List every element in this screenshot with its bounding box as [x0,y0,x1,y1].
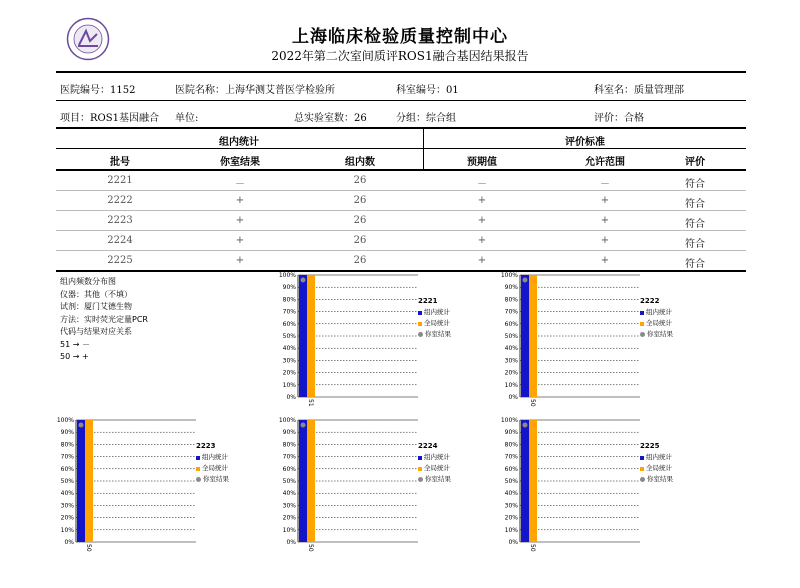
legend-group-stat [640,307,673,318]
legend-swatch [196,467,200,471]
distribution-title: 组内频数分布图 [60,277,116,286]
distribution-chart [278,415,488,552]
chart-title: 2223 [196,442,216,450]
legend-label: 你室结果 [203,475,229,483]
reagent: 试剂：厦门艾德生物 [60,302,132,311]
cell-range: + [600,215,610,226]
cell-batch: 2222 [107,195,133,206]
legend-group-stat [418,307,451,318]
y-tick-label: 30% [504,357,518,365]
legend-swatch [418,477,423,482]
cell-your-result: － [235,179,245,190]
y-tick-label: 100% [56,417,74,424]
legend-group-stat [418,452,451,463]
legend-label: 你室结果 [425,330,451,338]
col-batch: 批号 [110,157,130,168]
cell-group-count: 26 [353,195,367,206]
chart-svg [278,415,488,552]
total-labs: 总实验室数：26 [294,113,367,124]
legend-all-stat [640,463,673,474]
legend-group-stat [196,452,229,463]
group-stat-bar [521,275,529,397]
y-tick-label: 70% [504,453,518,461]
y-tick-label: 40% [282,490,296,498]
y-tick-label: 90% [282,429,296,437]
col-range: 允许范围 [585,157,625,168]
y-tick-label: 100% [278,272,296,279]
legend-swatch [196,477,201,482]
legend-group-stat [640,452,673,463]
group: 分组：综合组 [396,113,456,124]
code-neg: 51 → － [60,339,90,349]
y-tick-label: 20% [282,514,296,522]
legend-swatch [640,456,644,460]
code-pos: 50 → + [60,352,89,361]
hospital-name: 医院名称：上海华测艾普医学检验所 [175,85,335,96]
y-tick-label: 80% [504,441,518,449]
y-tick-label: 10% [504,381,518,389]
cell-batch: 2221 [107,175,133,186]
legend-all-stat [196,463,229,474]
y-tick-label: 50% [60,478,74,485]
distribution-chart [56,415,266,552]
y-tick-label: 80% [60,441,74,449]
x-category-label: 50 [307,544,314,552]
chart-title: 2225 [640,442,660,450]
legend-label: 你室结果 [647,330,673,338]
cell-group-count: 26 [353,235,367,246]
legend-swatch [640,322,644,326]
cell-batch: 2223 [107,215,133,226]
chart-title: 2224 [418,442,438,450]
lab-name: 科室名：质量管理部 [594,85,684,96]
y-tick-label: 70% [282,453,296,461]
group-stat-bar [299,275,307,397]
distribution-chart [500,415,710,552]
y-tick-label: 90% [504,284,518,292]
group-stat-bar [299,420,307,542]
y-tick-label: 10% [282,381,296,389]
y-tick-label: 40% [60,490,74,498]
legend-label: 组内统计 [646,453,672,461]
chart-title: 2222 [640,297,660,305]
chart-legend [418,296,451,340]
cell-range: + [600,195,610,206]
cell-evaluation: 符合 [685,179,705,190]
y-tick-label: 20% [504,514,518,522]
legend-all-stat [640,318,673,329]
y-tick-label: 70% [60,453,74,461]
col-expected: 预期值 [467,157,497,168]
y-tick-label: 10% [504,526,518,534]
table-row-divider [56,230,746,231]
chart-svg [500,270,710,407]
criteria-header: 评价标准 [565,137,605,148]
col-group-count: 组内数 [345,157,375,168]
legend-your-result [418,474,451,485]
cell-evaluation: 符合 [685,199,705,210]
cell-group-count: 26 [353,255,367,266]
divider [56,100,746,101]
legend-swatch [196,456,200,460]
legend-swatch [418,332,423,337]
report-title: 2022年第二次室间质评ROS1融合基因结果报告 [271,49,529,63]
legend-all-stat [418,463,451,474]
x-category-label: 50 [529,544,536,552]
table-row-divider [56,190,746,191]
legend-label: 组内统计 [202,453,228,461]
unit: 单位: [175,113,199,124]
legend-swatch [418,467,422,471]
y-tick-label: 80% [282,296,296,304]
cell-your-result: + [235,235,245,246]
your-result-marker [523,423,528,428]
legend-swatch [640,477,645,482]
your-result-marker [301,423,306,428]
cell-range: + [600,235,610,246]
y-tick-label: 0% [508,394,518,401]
legend-your-result [196,474,229,485]
all-stat-bar [529,420,537,542]
col-your-result: 你室结果 [220,157,260,168]
legend-label: 全局统计 [202,464,228,472]
chart-legend [640,296,673,340]
cell-group-count: 26 [353,175,367,186]
cell-expected: + [477,255,487,266]
y-tick-label: 30% [60,502,74,510]
y-tick-label: 20% [282,369,296,377]
legend-label: 你室结果 [425,475,451,483]
y-tick-label: 40% [282,345,296,353]
column-divider [423,129,424,170]
y-tick-label: 10% [282,526,296,534]
legend-label: 全局统计 [646,464,672,472]
code-title: 代码与结果对应关系 [60,327,132,336]
y-tick-label: 80% [282,441,296,449]
distribution-chart [278,270,488,407]
lab-id: 科室编号：01 [396,85,459,96]
y-tick-label: 60% [504,465,518,473]
cell-expected: + [477,215,487,226]
y-tick-label: 50% [504,478,518,485]
y-tick-label: 30% [282,357,296,365]
chart-svg [500,415,710,552]
cell-your-result: + [235,255,245,266]
legend-swatch [640,311,644,315]
y-tick-label: 70% [504,308,518,316]
y-tick-label: 50% [504,333,518,340]
y-tick-label: 40% [504,490,518,498]
cell-your-result: + [235,195,245,206]
y-tick-label: 0% [286,394,296,401]
org-title: 上海临床检验质量控制中心 [292,27,508,47]
legend-swatch [418,311,422,315]
legend-label: 组内统计 [424,308,450,316]
chart-legend [196,441,229,485]
y-tick-label: 100% [500,272,518,279]
group-stat-bar [77,420,85,542]
legend-swatch [418,322,422,326]
y-tick-label: 50% [282,478,296,485]
table-row-divider [56,210,746,211]
y-tick-label: 30% [282,502,296,510]
legend-your-result [640,329,673,340]
legend-label: 组内统计 [424,453,450,461]
y-tick-label: 60% [282,320,296,328]
legend-your-result [640,474,673,485]
y-tick-label: 0% [508,539,518,546]
legend-label: 你室结果 [647,475,673,483]
cell-expected: － [477,179,487,190]
y-tick-label: 100% [500,417,518,424]
y-tick-label: 90% [504,429,518,437]
legend-label: 组内统计 [646,308,672,316]
cell-group-count: 26 [353,215,367,226]
legend-swatch [640,467,644,471]
col-evaluation: 评价 [685,157,705,168]
divider [56,71,746,73]
chart-svg [278,270,488,407]
y-tick-label: 20% [504,369,518,377]
y-tick-label: 0% [64,539,74,546]
legend-your-result [418,329,451,340]
y-tick-label: 40% [504,345,518,353]
your-result-marker [301,278,306,283]
cell-evaluation: 符合 [685,219,705,230]
legend-label: 全局统计 [424,464,450,472]
cell-batch: 2225 [107,255,133,266]
y-tick-label: 100% [278,417,296,424]
divider [56,169,746,171]
x-category-label: 50 [529,399,536,407]
your-result-marker [79,423,84,428]
cell-your-result: + [235,215,245,226]
cell-expected: + [477,195,487,206]
chart-svg [56,415,266,552]
y-tick-label: 60% [504,320,518,328]
group-stat-bar [521,420,529,542]
cell-evaluation: 符合 [685,259,705,270]
legend-swatch [418,456,422,460]
table-row-divider [56,250,746,251]
y-tick-label: 60% [60,465,74,473]
legend-label: 全局统计 [424,319,450,327]
y-tick-label: 90% [60,429,74,437]
evaluation: 评价：合格 [594,113,644,124]
all-stat-bar [307,420,315,542]
cell-expected: + [477,235,487,246]
cell-range: － [600,179,610,190]
instrument: 仪器：其他（不填） [60,289,132,299]
divider [56,127,746,129]
y-tick-label: 50% [282,333,296,340]
chart-title: 2221 [418,297,438,305]
hospital-id: 医院编号：1152 [60,85,136,96]
chart-legend [418,441,451,485]
y-tick-label: 20% [60,514,74,522]
distribution-chart [500,270,710,407]
legend-label: 全局统计 [646,319,672,327]
legend-swatch [640,332,645,337]
cell-range: + [600,255,610,266]
group-stats-header: 组内统计 [219,137,259,148]
y-tick-label: 80% [504,296,518,304]
legend-all-stat [418,318,451,329]
y-tick-label: 30% [504,502,518,510]
x-category-label: 50 [85,544,92,552]
cell-evaluation: 符合 [685,239,705,250]
y-tick-label: 70% [282,308,296,316]
chart-legend [640,441,673,485]
all-stat-bar [307,275,315,397]
x-category-label: 51 [307,399,314,407]
all-stat-bar [529,275,537,397]
method: 方法：实时荧光定量PCR [60,314,148,324]
distribution-info [60,276,148,364]
project: 项目：ROS1基因融合 [60,113,159,124]
divider [56,148,746,149]
your-result-marker [523,278,528,283]
all-stat-bar [85,420,93,542]
y-tick-label: 10% [60,526,74,534]
y-tick-label: 90% [282,284,296,292]
cell-batch: 2224 [107,235,133,246]
y-tick-label: 0% [286,539,296,546]
y-tick-label: 60% [282,465,296,473]
